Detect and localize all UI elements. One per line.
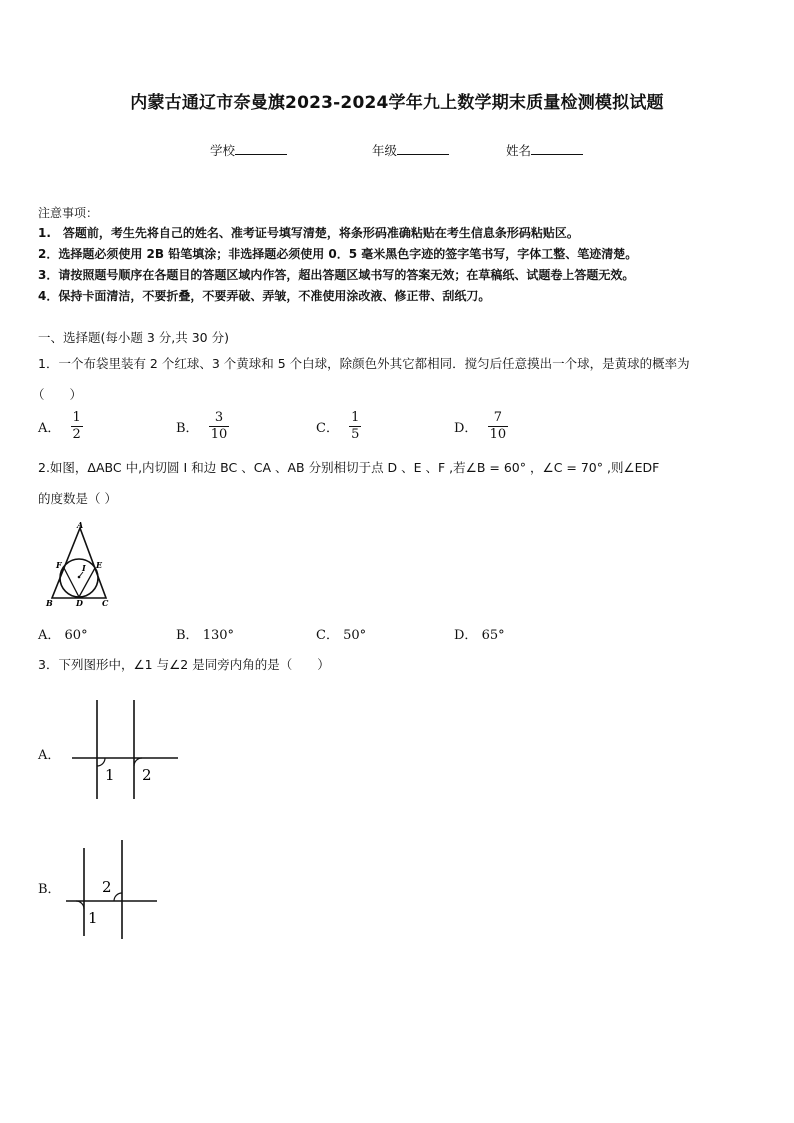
q2-triangle-figure: [40, 520, 120, 610]
q1-option-a: [38, 410, 83, 443]
q2-option-d: [454, 624, 505, 643]
q2-option-c-value: 50°: [343, 628, 367, 643]
q1-option-c-fraction: [349, 410, 361, 443]
q1-option-b-den: 10: [210, 427, 228, 442]
school-label: 学校: [210, 143, 236, 158]
q2-text-line2: 的度数是（ ）: [38, 491, 117, 506]
q3-option-b-label: B．: [38, 882, 61, 897]
name-blank: [531, 142, 583, 155]
q3-figure-b: [62, 840, 162, 942]
q1-option-d: [454, 410, 508, 443]
q1-option-a-fraction: [71, 410, 83, 443]
section-heading: 一、选择题(每小题 3 分,共 30 分): [38, 330, 229, 345]
figure-b-angle-1-arc: [76, 901, 84, 909]
name-label: 姓名: [506, 143, 532, 158]
q1-text: 1．一个布袋里装有 2 个红球、3 个黄球和 5 个白球，除颜色外其它都相同．搅匀后任意摸出一个球，是黄球的概率为: [38, 356, 690, 371]
q1-option-c-label: C．: [316, 421, 339, 436]
q2-option-c-label: C．: [316, 628, 339, 643]
q3-figure-a: [68, 700, 183, 802]
q2-option-b-label: B．: [176, 628, 199, 643]
label-f: F: [56, 560, 62, 570]
figure-a-angle-1-arc: [97, 758, 105, 766]
figure-b-angle-1-label: 1: [88, 909, 98, 927]
q1-paren: （ ）: [32, 387, 83, 402]
note-item-3: 3．请按照题号顺序在各题目的答题区域内作答，超出答题区域书写的答案无效；在草稿纸、试题卷上答题无效。: [38, 268, 635, 282]
q1-option-c-num: 1: [351, 410, 360, 425]
grade-field: [372, 141, 449, 159]
label-a: A: [77, 520, 84, 530]
q2-option-c: [316, 624, 366, 643]
q2-option-b: [176, 624, 234, 643]
q1-option-d-label: D．: [454, 421, 478, 436]
notes-heading: 注意事项：: [38, 206, 99, 220]
q2-option-a-label: A．: [38, 628, 61, 643]
q1-option-d-fraction: [488, 410, 509, 443]
figure-b-angle-2-label: 2: [102, 878, 112, 896]
q2-option-a-value: 60°: [64, 628, 88, 643]
q1-option-a-num: 1: [72, 410, 81, 425]
page-title: 内蒙古通辽市奈曼旗2023-2024学年九上数学期末质量检测模拟试题: [130, 93, 664, 113]
school-field: [210, 141, 287, 159]
grade-blank: [397, 142, 449, 155]
note-item-4: 4．保持卡面清洁，不要折叠，不要弄破、弄皱，不准使用涂改液、修正带、刮纸刀。: [38, 289, 491, 303]
q1-option-c: [316, 410, 361, 443]
label-c: C: [102, 598, 109, 608]
q1-option-a-label: A．: [38, 421, 61, 436]
figure-a-angle-2-arc: [134, 758, 142, 766]
name-field: [506, 141, 583, 159]
q1-option-b: [176, 410, 229, 443]
q2-option-d-label: D．: [454, 628, 478, 643]
q2-option-a: [38, 624, 88, 643]
note-item-1: 1. 答题前，考生先将自己的姓名、准考证号填写清楚，将条形码准确粘贴在考生信息条形码粘贴区。: [38, 226, 579, 240]
school-blank: [235, 142, 287, 155]
label-e: E: [96, 560, 103, 570]
q2-text-line1: 2.如图，ΔABC 中,内切圆 I 和边 BC 、CA 、AB 分别相切于点 D 、E 、F ,若∠B = 60° ，∠C = 70° ,则∠EDF: [38, 460, 660, 475]
q1-option-c-den: 5: [351, 427, 360, 442]
note-item-2: 2．选择题必须使用 2B 铅笔填涂；非选择题必须使用 0．5 毫米黑色字迹的签字笔书写，字体工整、笔迹清楚。: [38, 247, 638, 261]
q1-option-d-den: 10: [489, 427, 507, 442]
label-b: B: [46, 598, 53, 608]
figure-a-angle-2-label: 2: [142, 766, 152, 784]
q1-option-a-den: 2: [72, 427, 81, 442]
figure-b-angle-2-arc: [114, 893, 122, 901]
q1-option-b-num: 3: [214, 410, 224, 425]
figure-a-angle-1-label: 1: [105, 766, 115, 784]
q1-option-d-num: 7: [493, 410, 502, 425]
q1-option-b-label: B．: [176, 421, 199, 436]
q3-text: 3．下列图形中，∠1 与∠2 是同旁内角的是（ ）: [38, 657, 330, 672]
q1-option-b-fraction: [209, 410, 230, 443]
grade-label: 年级: [372, 143, 398, 158]
q3-option-a-label: A．: [38, 748, 61, 763]
q2-option-b-value: 130°: [202, 628, 235, 643]
label-d: D: [76, 598, 83, 608]
label-i: I: [82, 563, 86, 573]
q2-option-d-value: 65°: [481, 628, 505, 643]
